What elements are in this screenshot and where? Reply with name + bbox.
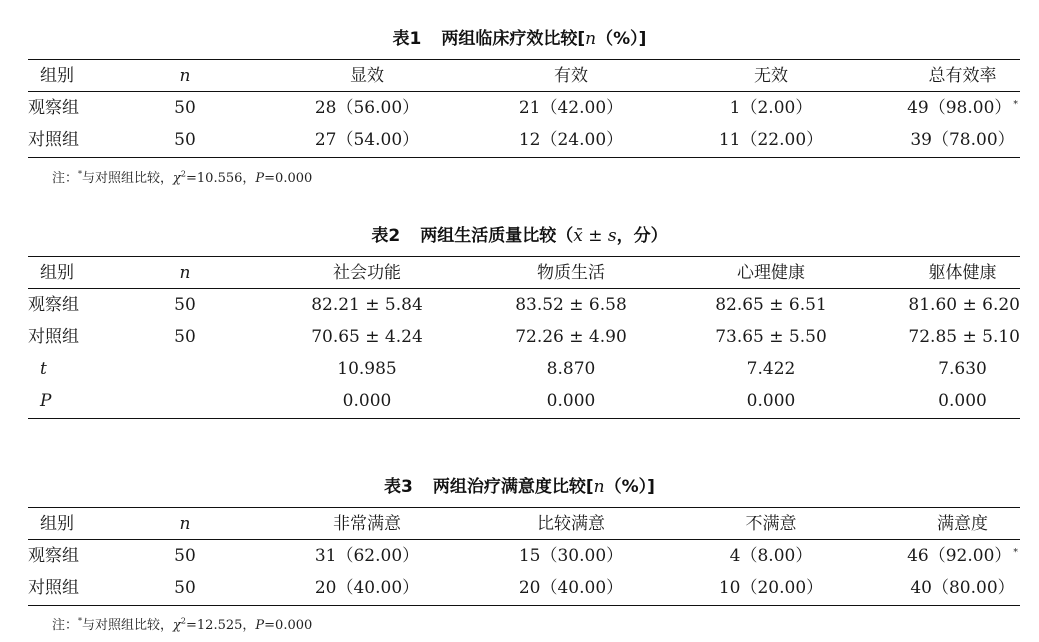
- table1-title: [0, 24, 1039, 49]
- table3-row1-col3: 4（8.00）: [729, 546, 813, 566]
- table3-header-col4: 满意度: [937, 514, 988, 534]
- table3-row2-n: 50: [174, 578, 196, 598]
- table2-row4-n: [150, 385, 220, 417]
- table-row: [0, 321, 1039, 353]
- table1-header-group: 组别: [40, 66, 74, 86]
- table2-header-n: n: [179, 263, 191, 283]
- table1-note-mark: *: [78, 169, 83, 179]
- table2-row4-col4: 0.000: [938, 391, 987, 411]
- table1-row1-col3: 1（2.00）: [729, 98, 813, 118]
- table-row: [0, 540, 1039, 572]
- table2-row2-n: 50: [174, 327, 196, 347]
- table1-note-p-value: =0.000: [264, 171, 313, 186]
- table-row: [0, 92, 1039, 124]
- table3-header-group: 组别: [40, 514, 74, 534]
- table2-header-row: [0, 257, 1039, 289]
- table1-note-text: 与对照组比较，: [82, 171, 174, 186]
- table2-row2-col2: 72.26 ± 4.90: [515, 327, 627, 347]
- table3-header-col1: 非常满意: [333, 514, 401, 534]
- table1-header-row: [0, 60, 1039, 92]
- table2-row1-col4: 81.60 ± 6.20: [908, 295, 1020, 315]
- table2-title-var: x̄ ± s: [573, 226, 617, 246]
- table2-row4-col2: 0.000: [546, 391, 596, 411]
- table1-row1-n: 50: [174, 98, 196, 118]
- table1-row1-col1: 28（56.00）: [314, 98, 420, 118]
- table3-header-col3: 不满意: [745, 514, 797, 534]
- table2-row2-col3: 73.65 ± 5.50: [715, 327, 827, 347]
- table2-row3-stat: t: [40, 359, 47, 379]
- table3-title: [0, 472, 1039, 497]
- table3-row1-n: 50: [174, 546, 196, 566]
- table1-row1-group: 观察组: [28, 98, 79, 118]
- table2-row1-n: 50: [174, 295, 196, 315]
- table2-row1-col1: 82.21 ± 5.84: [311, 295, 423, 315]
- table3-row1-col2: 15（30.00）: [518, 546, 624, 566]
- table1-title-bracket: [: [577, 29, 586, 49]
- table1-header-col3: 无效: [754, 66, 788, 86]
- table-row: [0, 289, 1039, 321]
- table3-row2-group: 对照组: [28, 578, 79, 598]
- table1-header-col4: 总有效率: [928, 66, 997, 86]
- table1-row2-col2: 12（24.00）: [518, 130, 624, 150]
- table3-row2-col3: 10（20.00）: [718, 578, 824, 598]
- table2-row4-stat: P: [40, 391, 52, 411]
- table2-row1-col3: 82.65 ± 6.51: [715, 295, 827, 315]
- table2-bottom-rule: [28, 418, 1020, 419]
- table3-title-n: n: [593, 477, 605, 497]
- table1-row2-group: 对照组: [28, 130, 79, 150]
- table2-row4-col1: 0.000: [342, 391, 392, 411]
- table3-note-p: P: [255, 618, 265, 633]
- table3-header-row: [0, 508, 1039, 540]
- table3-row1-col4-value: 46（92.00）: [907, 546, 1012, 566]
- table3-note-text: 与对照组比较，: [82, 618, 174, 633]
- table3-row1-col1: 31（62.00）: [314, 546, 420, 566]
- table2-title: [0, 221, 1039, 246]
- table3-row1-col4: [870, 540, 1039, 572]
- table1-note: [52, 167, 312, 186]
- table1-row1-col4: [870, 92, 1039, 124]
- table3-row2-col2: 20（40.00）: [518, 578, 624, 598]
- table2-row3-col2: 8.870: [546, 359, 596, 379]
- table3-note-chi: χ: [173, 618, 181, 633]
- table3-note-prefix: 注：: [52, 618, 79, 633]
- table3-title-percent: （%）]: [604, 477, 655, 497]
- table2-row4-col3: 0.000: [746, 391, 796, 411]
- table2-row2-group: 对照组: [28, 327, 79, 347]
- table1-row1-col4-value: 49（98.00）: [907, 98, 1012, 118]
- table1-note-value: =10.556，: [186, 171, 256, 186]
- table2-row2-col1: 70.65 ± 4.24: [311, 327, 423, 347]
- table1-label: 表1: [392, 29, 422, 49]
- table3-header-n: n: [179, 514, 191, 534]
- table1-note-p: P: [255, 171, 265, 186]
- table2-row3-n: [150, 353, 220, 385]
- table3-note-sup: 2: [180, 616, 187, 626]
- table1-header-col1: 显效: [350, 66, 384, 86]
- table1-row2-n: 50: [174, 130, 196, 150]
- significance-mark: *: [1013, 548, 1018, 558]
- table2-header-group: 组别: [40, 263, 74, 283]
- table3-title-text: 两组治疗满意度比较: [432, 477, 586, 497]
- table-row: [0, 572, 1039, 604]
- table2-row2-col4: 72.85 ± 5.10: [908, 327, 1020, 347]
- table3-header-col2: 比较满意: [537, 514, 605, 534]
- table3-row2-col4: 40（80.00）: [910, 578, 1015, 598]
- table2-row3-col1: 10.985: [337, 359, 397, 379]
- table2-header-col4: 躯体健康: [928, 263, 997, 283]
- table2-row3-col4: 7.630: [938, 359, 987, 379]
- table1-bottom-rule: [28, 157, 1020, 158]
- table2-title-text: 两组生活质量比较（: [420, 226, 574, 246]
- table3-label: 表3: [384, 477, 413, 497]
- table3-bottom-rule: [28, 605, 1020, 606]
- table1-title-text: 两组临床疗效比较: [441, 29, 578, 49]
- table2-title-end: ，分）: [616, 226, 668, 246]
- table1-row2-col3: 11（22.00）: [718, 130, 824, 150]
- table3-row1-group: 观察组: [28, 546, 79, 566]
- table-row: [0, 353, 1039, 385]
- table3-note-value: =12.525，: [186, 618, 256, 633]
- table2-header-col2: 物质生活: [537, 263, 605, 283]
- table1-row2-col1: 27（54.00）: [314, 130, 420, 150]
- table-row: [0, 124, 1039, 156]
- table2-header-col3: 心理健康: [737, 263, 805, 283]
- table3-title-bracket: [: [585, 477, 594, 497]
- table1-title-percent: （%）]: [596, 29, 647, 49]
- table1-row2-col4: 39（78.00）: [910, 130, 1015, 150]
- table1-note-chi: χ: [173, 171, 181, 186]
- table3-row2-col1: 20（40.00）: [314, 578, 420, 598]
- significance-mark: *: [1013, 100, 1018, 110]
- table2-label: 表2: [371, 226, 401, 246]
- table1-header-n: n: [179, 66, 191, 86]
- table1-note-prefix: 注：: [52, 171, 79, 186]
- table3-note-p-value: =0.000: [264, 618, 313, 633]
- table1-row1-col2: 21（42.00）: [518, 98, 624, 118]
- table-row: [0, 385, 1039, 417]
- table1-note-sup: 2: [180, 169, 187, 179]
- table1-title-n: n: [585, 29, 597, 49]
- table2-header-col1: 社会功能: [333, 263, 401, 283]
- table2-row3-col3: 7.422: [746, 359, 796, 379]
- table3-note: [52, 614, 312, 633]
- table1-header-col2: 有效: [554, 66, 588, 86]
- table2-row1-col2: 83.52 ± 6.58: [515, 295, 627, 315]
- table3-note-mark: *: [78, 616, 83, 626]
- table2-row1-group: 观察组: [28, 295, 79, 315]
